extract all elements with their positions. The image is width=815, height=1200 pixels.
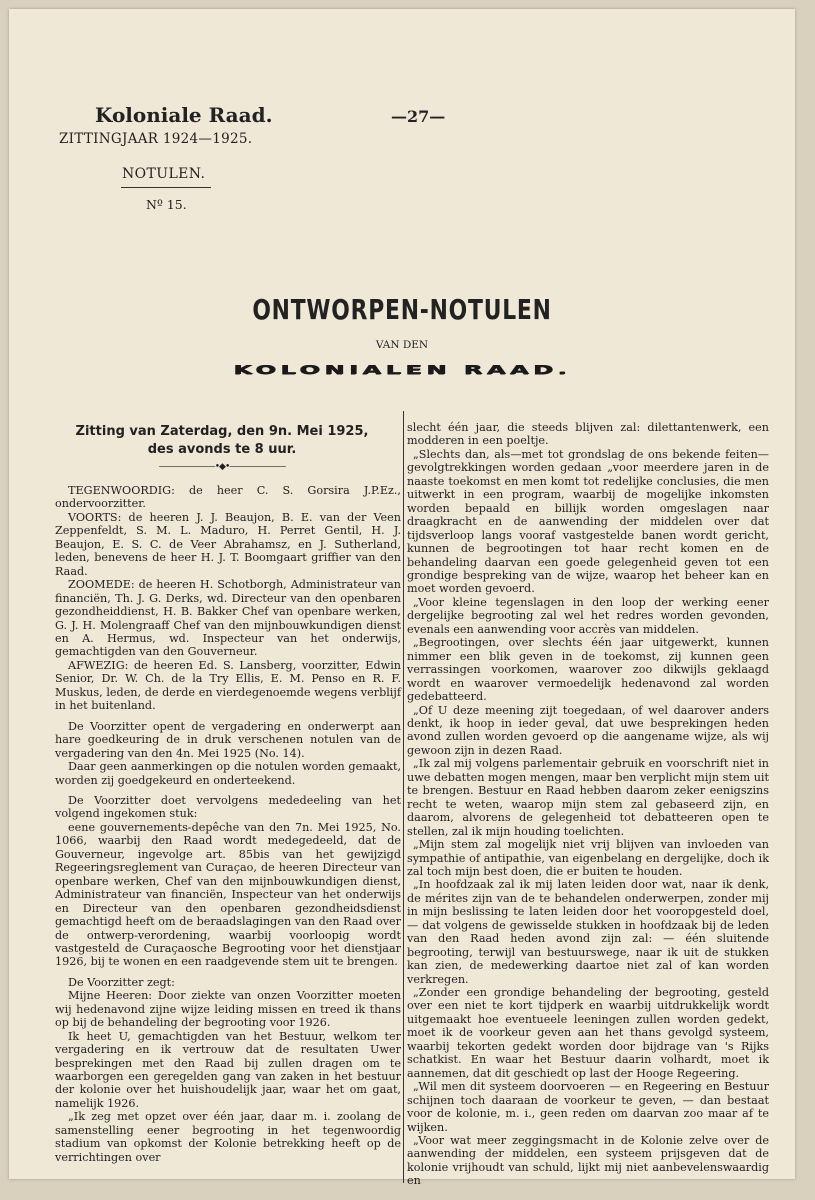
paragraph: „Mijn stem zal mogelijk niet vrij blijven van invloeden van sympathie of antipathie, van eigenbelang en dergelijke, doch ik zal toch mijn best doen, die er buiten te houden. bbox=[407, 838, 769, 878]
session-year: ZITTINGJAAR 1924—1925. bbox=[59, 131, 253, 147]
paragraph: „Ik zeg met opzet over één jaar, daar m. i. zoolang de samenstelling eener begrooting in het tegenwoordig stadium van opkomst der Kolonie betrekking heeft op de verrichtingen over bbox=[55, 1110, 401, 1164]
paragraph: Mijne Heeren: Door ziekte van onzen Voorzitter moeten wij hedenavond zijne wijze leiding missen en treed ik thans op bij de behandeling der begrooting voor 1926. bbox=[55, 989, 401, 1030]
document-page bbox=[9, 9, 795, 1188]
paragraph: „Of U deze meening zijt toegedaan, of wel daarover anders denkt, ik hoop in ieder geval, dat uwe besprekingen heden avond zullen worden gevoerd op die aangename wijze, als wij gewoon zijn in dezen Raad. bbox=[407, 703, 769, 757]
paragraph: De Voorzitter doet vervolgens mededeeling van het volgend ingekomen stuk: bbox=[55, 793, 401, 821]
meeting-heading bbox=[49, 423, 395, 459]
paragraph: eene gouvernements-depêche van den 7n. Mei 1925, No. 1066, waarbij den Raad wordt medegedeeld, dat de Gouverneur, ingevolge art. 85bis van het gewijzigd Regeeringsreglement van Curaçao, de heeren Directeur van openbare werken, Chef van den mijnbouwkundigen dienst, Administrateur van financiën, Inspecteur van het onderwijs en Directeur van den openbaren gezondheidsdienst gemachtigd heeft om de beraadslagingen van den Raad over de ontwerp-verordening, waarbij voorloopig wordt vastgesteld de Curaçaosche Begrooting voor het dienstjaar 1926, bij te wonen en een raadgevende stem uit te brengen. bbox=[55, 820, 401, 969]
column-divider bbox=[403, 411, 404, 1183]
paragraph: „Voor kleine tegenslagen in den loop der werking eener dergelijke begrooting zal wel het redres worden gevonden, evenals een aanwending voor accrès van middelen. bbox=[407, 595, 769, 636]
paragraph: „Ik zal mij volgens parlementair gebruik en voorschrift niet in uwe debatten mogen mengen, maar ben verplicht mijn stem uit te brengen. Bestuur en Raad hebben daarom zeker eenigszins recht te weten, waarop mijn stem zal gebaseerd zijn, en daarom, alvorens de gelegenheid tot debatteeren open te stellen, zal ik mijn houding toelichten. bbox=[407, 757, 769, 838]
section-ornament: ———————•◆•——————— bbox=[158, 462, 286, 472]
notulen-label: NOTULEN. bbox=[122, 166, 206, 182]
issue-number: Nº 15. bbox=[146, 197, 187, 212]
paragraph: De Voorzitter zegt: bbox=[68, 975, 175, 989]
meeting-heading-line: Zitting van Zaterdag, den 9n. Mei 1925, bbox=[75, 424, 369, 439]
council-name-banner: KOLONIALEN RAAD. bbox=[233, 363, 571, 378]
paragraph: „In hoofdzaak zal ik mij laten leiden door wat, naar ik denk, de mérites zijn van de te behandelen onderwerpen, zonder mij in mijn beslissing te laten leiden door het vooropgesteld doel, — dat volgens de gewisselde stukken in hoofdzaak bij de leden van den Raad heden avond zijn zal: — één sluitende begrooting, terwijl van bestuurswege, naar ik uit de stukken kan zien, de medewerking daartoe niet zal of kan worden verkregen. bbox=[407, 878, 769, 986]
page-number: —27— bbox=[391, 107, 446, 126]
paragraph: Ik heet U, gemachtigden van het Bestuur, welkom ter vergadering en ik vertrouw dat de resultaten Uwer besprekingen met den Raad bij zullen dragen om te waarborgen een geregelden gang van zaken in het bestuur der kolonie over het huishoudelijk jaar, waar het om gaat, namelijk 1926. bbox=[55, 1029, 401, 1110]
right-column bbox=[407, 421, 769, 1188]
paragraph: „Begrootingen, over slechts één jaar uitgewerkt, kunnen nimmer een blik geven in de toekomst, zij kunnen geen verrassingen voorkomen, waarover zoo dikwijls geklaagd wordt en waarover vermoedelijk hedenavond zal worden gedebatteerd. bbox=[407, 636, 769, 704]
left-column bbox=[55, 484, 401, 1164]
paragraph: „Slechts dan, als—met tot grondslag de ons bekende feiten—gevolgtrekkingen worden gedaan „voor meerdere jaren in de naaste toekomst en men komt tot redelijke conclusies, die men uitwerkt in een program, waarbij de mogelijke inkomsten worden bepaald en billijk worden omgeslagen naar draagkracht en de aanwending der middelen over dat tijdsverloop langs vooraf vastgestelde banen wordt gericht, kunnen de begrootingen tot haar recht komen en de behandeling daarvan een goede gelegenheid geven tot een grondige bespreking van de wijze, waarop het beheer kan en moet worden gevoerd. bbox=[407, 447, 769, 596]
paragraph: Daar geen aanmerkingen op die notulen worden gemaakt, worden zij goedgekeurd en onderteekend. bbox=[55, 760, 401, 787]
title-connector: VAN DEN bbox=[375, 339, 429, 351]
paragraph: slecht één jaar, die steeds blijven zal: dilettantenwerk, een modderen in een poeltje. bbox=[407, 421, 769, 448]
notulen-underline bbox=[121, 187, 211, 188]
paragraph: TEGENWOORDIG: de heer C. S. Gorsira J.P.Ez., ondervoorzitter. bbox=[55, 484, 401, 511]
paragraph: „Zonder een grondige behandeling der begrooting, gesteld over een niet te kort tijdperk en waarbij uitdrukkelijk wordt uitgemaakt hoe eventueele leeningen zullen worden gedekt, moet ik de voorkeur geven aan het thans gevolgd systeem, waarbij tekorten gedekt worden door bijdrage van 's Rijks schatkist. En waar het Bestuur daarin volhardt, moet ik aannemen, dat dit geschiedt op last der Hooge Regeering. bbox=[407, 986, 769, 1080]
main-title: ONTWORPEN-NOTULEN bbox=[252, 293, 552, 326]
paragraph: AFWEZIG: de heeren Ed. S. Lansberg, voorzitter, Edwin Senior, Dr. W. Ch. de la Try Ellis, E. M. Penso en R. F. Muskus, leden, de derde en vierdegenoemde wegens verblijf in het buitenland. bbox=[55, 658, 401, 713]
paragraph: ZOOMEDE: de heeren H. Schotborgh, Administrateur van financiën, Th. J. G. Derks, wd. Directeur van den openbaren gezondheiddienst, H. B. Bakker Chef van openbare werken, G. J. H. Molengraaff Chef van den mijnbouwkundigen dienst en A. Hermus, wd. Inspecteur van het onderwijs, gemachtigden van den Gouverneur. bbox=[55, 578, 401, 659]
council-title: Koloniale Raad. bbox=[95, 103, 273, 127]
meeting-heading-line: des avonds te 8 uur. bbox=[147, 442, 297, 457]
paragraph: „Voor wat meer zeggingsmacht in de Kolonie zelve over de aanwending der middelen, een systeem prijsgeven dat de kolonie vrijhoudt van schuld, lijkt mij niet aanbevelenswaardig en bbox=[407, 1134, 769, 1188]
paragraph: De Voorzitter opent de vergadering en onderwerpt aan hare goedkeuring de in druk verschenen notulen van de vergadering van den 4n. Mei 1925 (No. 14). bbox=[55, 719, 401, 760]
paragraph: VOORTS: de heeren J. J. Beaujon, B. E. van der Veen Zeppenfeldt, S. M. L. Maduro, H. Perret Gentil, H. J. Beaujon, E. S. C. de Veer Abrahamsz, en J. Sutherland, leden, benevens de heer H. J. T. Boomgaart griffier van den Raad. bbox=[55, 510, 401, 578]
paragraph: „Wil men dit systeem doorvoeren — en Regeering en Bestuur schijnen toch daaraan de voorkeur te geven, — dan bestaat voor de kolonie, m. i., geen reden om daarvan zoo maar af te wijken. bbox=[407, 1080, 769, 1134]
